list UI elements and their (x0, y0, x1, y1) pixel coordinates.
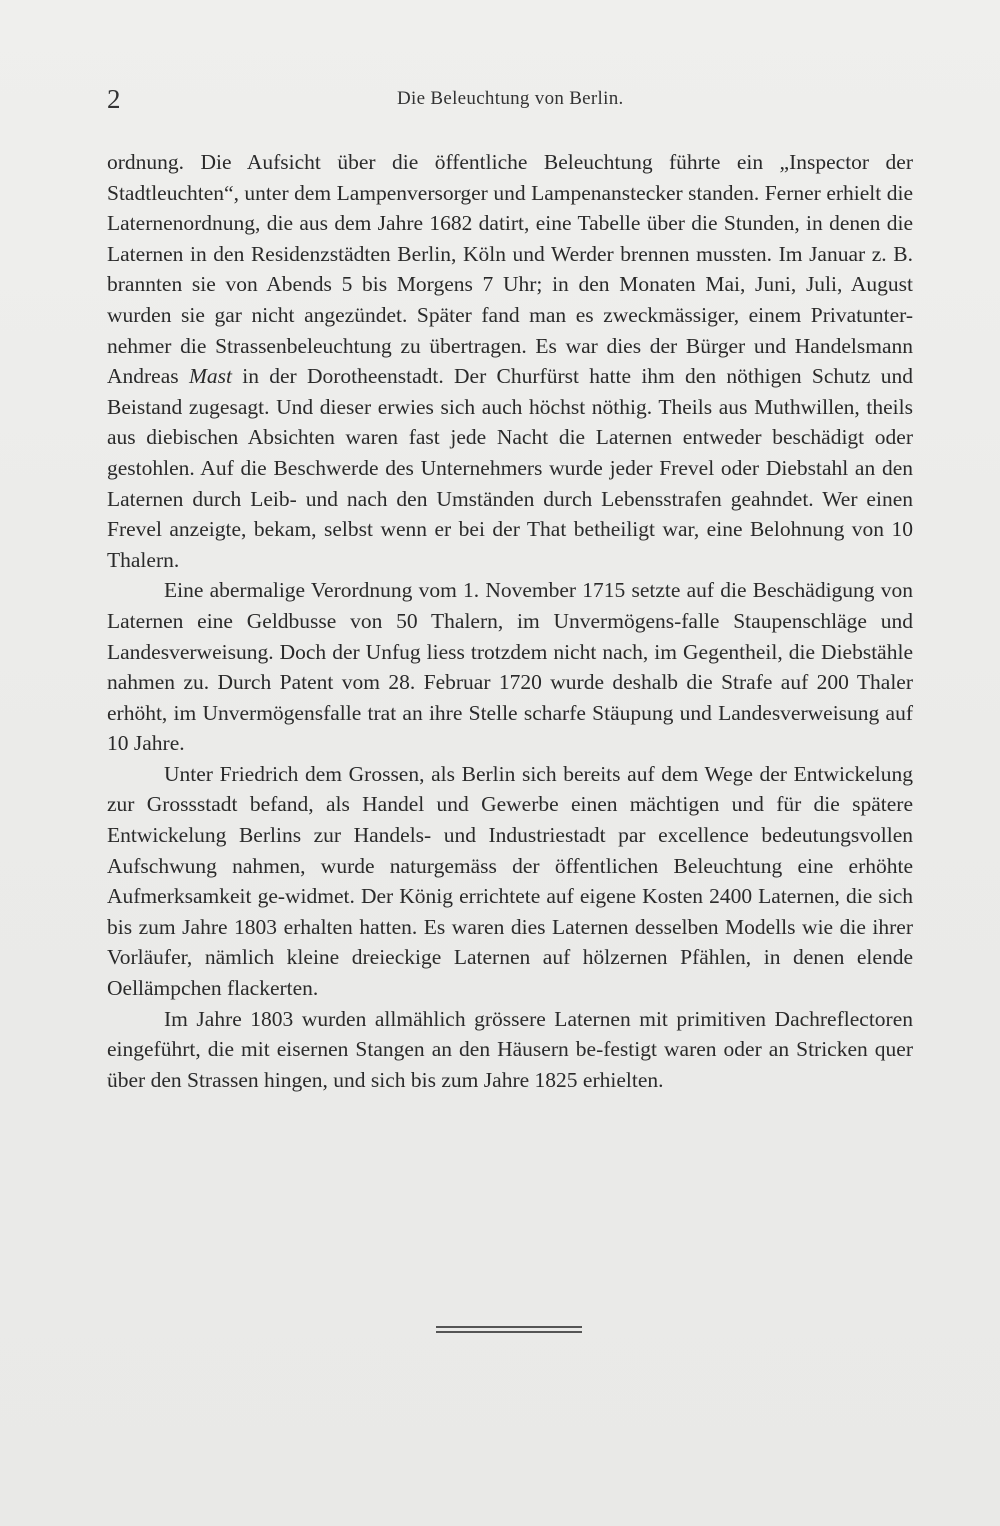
running-title: Die Beleuchtung von Berlin. (397, 88, 624, 109)
page-number: 2 (107, 84, 121, 114)
body-text (107, 147, 913, 1095)
paragraph-4: Im Jahre 1803 wurden allmählich grössere Laternen mit primitiven Dachreflectoren eingeführt, die mit eisernen Stangen an den Häusern be-festigt waren oder an Stricken quer über den Strassen hingen, und sich bis zum Jahre 1825 erhielten. (107, 1006, 913, 1092)
paragraph-3: Unter Friedrich dem Grossen, als Berlin sich bereits auf dem Wege der Entwickelung zur Grossstadt befand, als Handel und Gewerbe einen mächtigen und für die spätere Entwickelung Berlins zur Handels- und Industriestadt par excellence bedeutungsvollen Aufschwung nahmen, wurde naturgemäss der öffentlichen Beleuchtung eine erhöhte Aufmerksamkeit ge-widmet. Der König errichtete auf eigene Kosten 2400 Laternen, die sich bis zum Jahre 1803 erhalten hatten. Es waren dies Laternen desselben Modells wie die ihrer Vorläufer, nämlich kleine dreieckige Laternen auf hölzernen Pfählen, in denen elende Oellämpchen flackerten. (107, 761, 913, 1001)
end-rule-line-top (436, 1326, 582, 1328)
paragraph-1 (107, 147, 913, 575)
paragraph-1-text-start: ordnung. Die Aufsicht über die öffentliche Beleuchtung führte ein „Inspector der Stadtleuchten“, unter dem Lampenversorger und Lampenanstecker standen. Ferner erhielt die Laternenordnung, die aus dem Jahre 1682 datirt, eine Tabelle über die Stunden, in denen die Laternen in den Residenzstädten Berlin, Köln und Werder brennen mussten. Im Januar z. B. brannten sie von Abends 5 bis Morgens 7 Uhr; in den Monaten Mai, Juni, Juli, August wurden sie gar nicht angezündet. Später fand man es zweckmässiger, einem Privatunter-nehmer die Strassenbeleuchtung zu übertragen. Es war dies der Bürger und Handelsmann Andreas (107, 150, 913, 389)
end-rule-line-bottom (436, 1331, 582, 1333)
emphasized-name: Mast (188, 364, 232, 389)
paragraph-1-text-end: in der Dorotheenstadt. Der Churfürst hatte ihm den nöthigen Schutz und Beistand zugesagt. Und dieser erwies sich auch höchst nöthig. Theils aus Muthwillen, theils aus diebischen Absichten waren fast jede Nacht die Laternen entweder beschädigt oder gestohlen. Auf die Beschwerde des Unternehmers wurde jeder Frevel oder Diebstahl an den Laternen durch Leib- und nach den Umständen durch Lebensstrafen geahndet. Wer einen Frevel anzeigte, bekam, selbst wenn er bei der That betheiligt war, eine Belohnung von 10 Thalern. (107, 364, 913, 572)
paragraph-2: Eine abermalige Verordnung vom 1. November 1715 setzte auf die Beschädigung von Laternen eine Geldbusse von 50 Thalern, im Unvermögens-falle Staupenschläge und Landesverweisung. Doch der Unfug liess trotzdem nicht nach, im Gegentheil, die Diebstähle nahmen zu. Durch Patent vom 28. Februar 1720 wurde deshalb die Strafe auf 200 Thaler erhöht, im Unvermögensfalle trat an ihre Stelle scharfe Stäupung und Landesverweisung auf 10 Jahre. (107, 578, 913, 756)
page-header (107, 84, 914, 118)
section-end-rule (436, 1326, 582, 1334)
